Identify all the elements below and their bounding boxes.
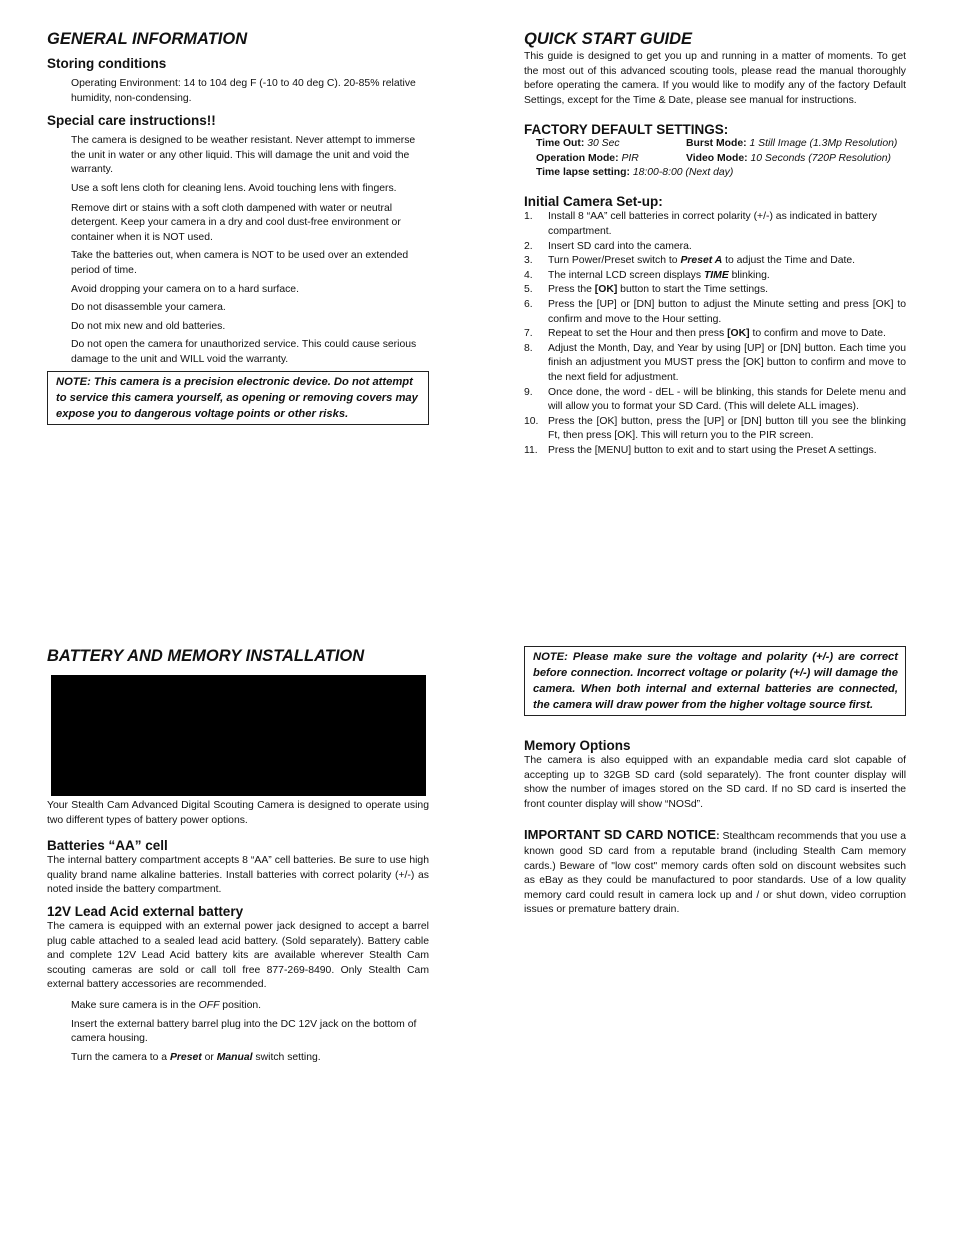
quick-start-section — [524, 30, 906, 458]
setup-step: 8. Adjust the Month, Day, and Year by using [UP] or [DN] button. Each time you finish an adjustment you MUST press the [OK] button to confirm and move to the next field for adjustment. — [524, 342, 906, 383]
care-item: Do not open the camera for unauthorized service. This could cause serious damage to the unit and WILL void the warranty. — [71, 339, 417, 365]
quick-start-intro: This guide is designed to get you up and running in a matter of moments. To get the most out of this advanced scouting tools, please read the manual thoroughly before operating the camera. If you would like to modify any of the factory Default Settings, except for the Time & Date, please see manual for instructions. — [524, 51, 906, 106]
setup-step: 6. Press the [UP] or [DN] button to adjust the Minute setting and press [OK] to confirm and move to the Hour setting. — [524, 298, 906, 325]
setup-step: 9. Once done, the word - dEL - will be blinking, this stands for Delete menu and will allow you to format your SD Card. (This will delete ALL images). — [524, 386, 906, 413]
battery-installation-title: BATTERY AND MEMORY INSTALLATION — [47, 647, 365, 665]
aa-batteries-text: The internal battery compartment accepts 8 “AA” cell batteries. Be sure to use high quality brand name alkaline batteries. Install batteries with correct polarity (+/-) as noted inside the battery compartment. — [47, 855, 429, 896]
factory-defaults-table — [524, 137, 906, 181]
voltage-polarity-note: NOTE: Please make sure the voltage and polarity (+/-) are correct before connection. Incorrect voltage or polarity (+/-) will damage the camera. When both internal and external batteries are connected, the camera will draw power from the higher voltage source first. — [524, 646, 906, 716]
memory-options-text: The camera is also equipped with an expandable media card slot capable of accepting up to 32GB SD card (sold separately). The front counter display will show the number of images stored on the SD card. If no SD card is inserted the front counter display will show “NOSd”. — [524, 755, 906, 810]
setup-step: 1. Install 8 “AA” cell batteries in correct polarity (+/-) as indicated in battery compartment. — [524, 211, 877, 237]
setup-step: 4. The internal LCD screen displays TIME blinking. — [524, 269, 770, 281]
general-information-title: GENERAL INFORMATION — [47, 30, 248, 48]
sd-card-notice-heading: IMPORTANT SD CARD NOTICE — [524, 827, 717, 843]
battery-intro: Your Stealth Cam Advanced Digital Scouting Camera is designed to operate using two different types of battery power options. — [47, 800, 429, 826]
setup-step: 7. Repeat to set the Hour and then press [OK] to confirm and move to Date. — [524, 328, 886, 340]
battery-diagram-image — [51, 675, 426, 796]
special-care-heading: Special care instructions!! — [47, 113, 216, 129]
factory-defaults-heading: FACTORY DEFAULT SETTINGS: — [524, 122, 729, 138]
burst-setting: Burst Mode: 1 Still Image (1.3Mp Resolution) — [686, 138, 898, 150]
storing-conditions-text: Operating Environment: 14 to 104 deg F (-10 to 40 deg C). 20-85% relative humidity, non-condensing. — [71, 78, 416, 104]
setup-step: 5. Press the [OK] button to start the Time settings. — [524, 284, 769, 296]
care-item: Take the batteries out, when camera is NOT to be used over an extended period of time. — [71, 250, 409, 276]
care-item: The camera is designed to be weather resistant. Never attempt to immerse the unit in water or any other liquid. This will damage the unit and void the warranty. — [71, 135, 416, 176]
memory-section — [524, 646, 906, 918]
setup-steps-list — [524, 210, 906, 458]
care-item: Do not mix new and old batteries. — [71, 320, 226, 332]
aa-batteries-heading: Batteries “AA” cell — [47, 838, 168, 854]
timeout-setting: Time Out: 30 Sec — [536, 138, 620, 150]
lead-acid-text: The camera is equipped with an external power jack designed to accept a barrel plug cable attached to a sealed lead acid battery. (Sold separately). Battery cable and complete 12V Lead Acid battery kits are available wherever Stealth Cam scouting cameras are sold or call toll free 877-269-8490. Only Stealth Cam external battery accessories are recommended. — [47, 920, 429, 991]
precision-device-note: NOTE: This camera is a precision electronic device. Do not attempt to service this camera yourself, as opening or removing covers may expose you to dangerous voltage points or other risks. — [47, 371, 429, 425]
care-item: Avoid dropping your camera on to a hard surface. — [71, 283, 299, 295]
video-mode-setting: Video Mode: 10 Seconds (720P Resolution) — [686, 153, 892, 165]
memory-options-heading: Memory Options — [524, 738, 631, 753]
care-item: Do not disassemble your camera. — [71, 302, 226, 314]
care-item: Use a soft lens cloth for cleaning lens. Avoid touching lens with fingers. — [71, 182, 397, 194]
general-information-section — [47, 30, 429, 425]
lead-acid-heading: 12V Lead Acid external battery — [47, 903, 244, 919]
setup-step: 10. Press the [OK] button, press the [UP] or [DN] button till you see the blinking Ft, then press [OK]. This will return you to the PIR screen. — [524, 415, 906, 442]
special-care-list — [47, 134, 429, 367]
lead-acid-step: Make sure camera is in the OFF position. — [71, 999, 262, 1011]
quick-start-title: QUICK START GUIDE — [524, 30, 693, 48]
setup-step: 2. Insert SD card into the camera. — [524, 240, 692, 252]
timelapse-setting: Time lapse setting: 18:00-8:00 (Next day) — [536, 167, 734, 179]
lead-acid-step: Insert the external battery barrel plug into the DC 12V jack on the bottom of camera housing. — [71, 1018, 417, 1045]
operation-mode-setting: Operation Mode: PIR — [536, 153, 639, 165]
sd-card-notice: IMPORTANT SD CARD NOTICE: Stealthcam recommends that you use a known good SD card from a reputable brand (including Stealth Cam memory cards.) Beware of "low cost" memory cards often sold on discount websites such as eBay as they could be manufactured to poor standards. Use of a low quality memory card could result in camera lock up and / or shut down, video corruption issues or premature battery drain. — [524, 827, 906, 916]
initial-setup-heading: Initial Camera Set-up: — [524, 194, 663, 210]
battery-installation-section — [47, 647, 429, 1065]
setup-step: 11. Press the [MENU] button to exit and to start using the Preset A settings. — [524, 444, 877, 456]
storing-conditions-heading: Storing conditions — [47, 56, 167, 71]
setup-step: 3. Turn Power/Preset switch to Preset A to adjust the Time and Date. — [524, 255, 856, 267]
care-item: Remove dirt or stains with a soft cloth dampened with water or neutral detergent. Keep your camera in a dry and cool dust-free environment or container when it is NOT used. — [71, 202, 401, 243]
lead-acid-step: Turn the camera to a Preset or Manual switch setting. — [71, 1051, 321, 1063]
